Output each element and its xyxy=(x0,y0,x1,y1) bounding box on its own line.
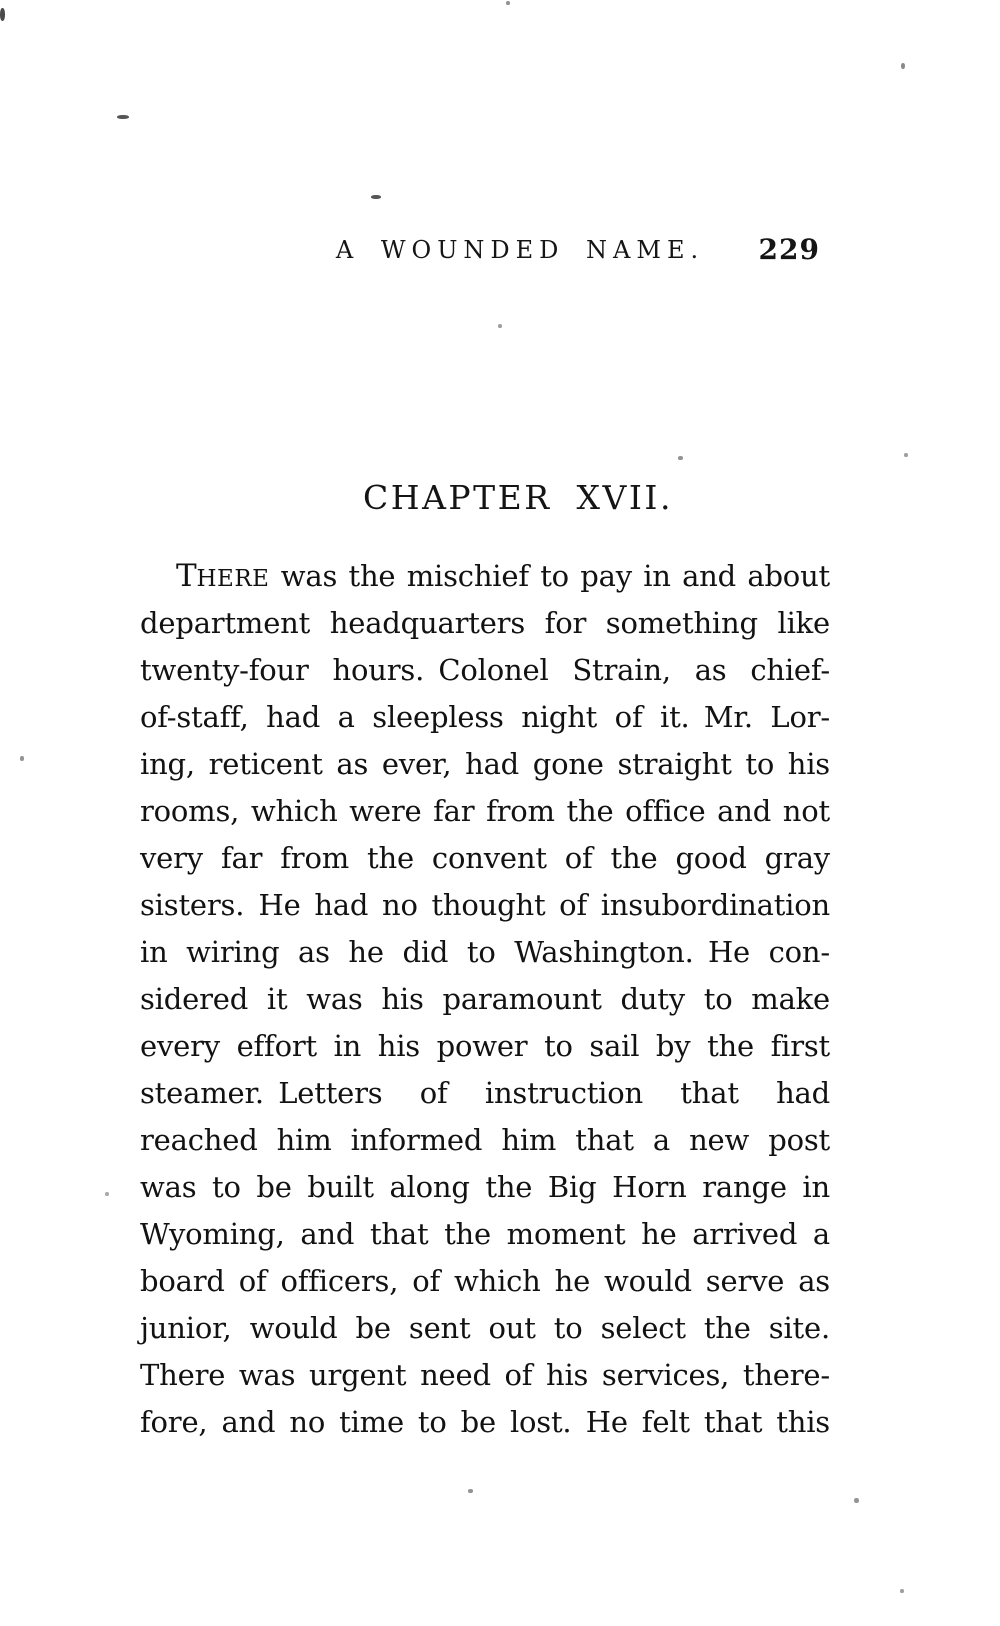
text-line: reached him informed him that a new post xyxy=(140,1123,830,1157)
scan-speck xyxy=(371,195,381,199)
text-line: rooms, which were far from the office and not xyxy=(140,794,830,828)
text-line: steamer. Letters of instruction that had xyxy=(140,1076,830,1110)
text-line: There was urgent need of his services, there- xyxy=(140,1358,830,1392)
scan-speck xyxy=(900,1589,904,1593)
text-line: was to be built along the Big Horn range in xyxy=(140,1170,830,1204)
text-line: ing, reticent as ever, had gone straight to his xyxy=(140,747,830,781)
scan-speck xyxy=(0,8,5,21)
text-line: Wyoming, and that the moment he arrived a xyxy=(140,1217,830,1251)
text-line: in wiring as he did to Washington. He con- xyxy=(140,935,830,969)
scan-speck xyxy=(105,1192,109,1196)
text-line: junior, would be sent out to select the site. xyxy=(140,1311,830,1345)
scan-speck xyxy=(468,1489,473,1493)
text-line xyxy=(140,553,830,600)
text-line: fore, and no time to be lost. He felt that this xyxy=(140,1405,830,1439)
text-line: twenty-four hours. Colonel Strain, as chief- xyxy=(140,653,830,687)
text-line: of-staff, had a sleepless night of it. Mr. Lor- xyxy=(140,700,830,734)
text-line: department headquarters for something like xyxy=(140,606,830,640)
text-line: every effort in his power to sail by the first xyxy=(140,1029,830,1063)
scan-speck xyxy=(20,756,24,761)
body-text xyxy=(140,553,830,1446)
scan-speck xyxy=(678,456,683,460)
running-header xyxy=(0,233,1000,272)
lead-small-caps: HERE xyxy=(196,566,270,592)
running-header-title: A WOUNDED NAME. xyxy=(335,236,705,264)
scan-speck xyxy=(904,453,908,457)
chapter-heading: CHAPTER XVII. xyxy=(363,478,673,517)
scan-speck xyxy=(498,324,502,328)
text-line: sidered it was his paramount duty to make xyxy=(140,982,830,1016)
scan-speck xyxy=(901,63,905,69)
page-number: 229 xyxy=(758,233,820,266)
scan-speck xyxy=(854,1498,859,1503)
text-line: board of officers, of which he would serve as xyxy=(140,1264,830,1298)
text-line: very far from the convent of the good gray xyxy=(140,841,830,875)
scan-speck xyxy=(506,1,510,5)
lead-capital: T xyxy=(176,558,197,594)
scan-speck xyxy=(117,115,129,119)
text-line-content: was the mischief to pay in and about xyxy=(269,559,830,593)
text-line: sisters. He had no thought of insubordination xyxy=(140,888,830,922)
